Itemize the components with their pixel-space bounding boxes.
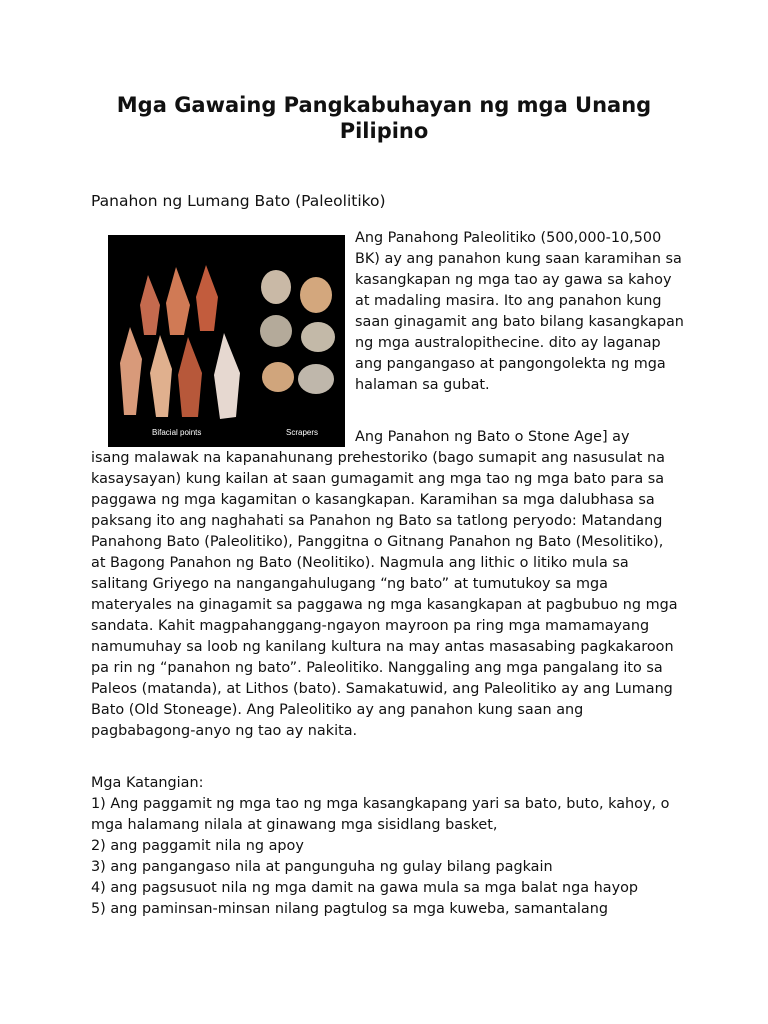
list-item: 2) ang paggamit nila ng apoy [91, 838, 304, 854]
characteristics-list [91, 794, 681, 920]
figure-label-right: Scrapers [286, 428, 319, 437]
figure-label-left: Bifacial points [152, 428, 202, 437]
list-item: 1) Ang paggamit ng mga tao ng mga kasangkapang yari sa bato, buto, kahoy, o mga halamang nilala at ginawang mga sisidlang basket, [91, 796, 670, 833]
list-item: 3) ang pangangaso nila at pangunguha ng gulay bilang pagkain [91, 859, 553, 875]
section-heading: Panahon ng Lumang Bato (Paleolitiko) [91, 192, 386, 210]
list-item: 5) ang paminsan-minsan nilang pagtulog sa mga kuweba, samantalang [91, 901, 608, 917]
paragraph-paleolitiko: Ang Panahong Paleolitiko (500,000-10,500 BK) ay ang panahon kung saan karamihan sa kasangkapan ng mga tao ay gawa sa kahoy at madaling masira. Ito ang panahon kung saan ginagamit ang bato bilang kasangkapan ng mga australopithecine. dito ay laganap ang pangangaso at pangongolekta ng mga halaman sa gubat. [355, 230, 684, 393]
scrapers-group [260, 270, 335, 394]
stone-tools-illustration [108, 235, 345, 447]
characteristics-heading: Mga Katangian: [91, 775, 204, 791]
bifacial-points-group [120, 265, 240, 419]
body-paragraph-stone-age [91, 427, 681, 742]
list-item: 4) ang pagsusuot nila ng mga damit na gawa mula sa mga balat nga hayop [91, 880, 639, 896]
characteristics-section [91, 773, 681, 920]
page-title: Mga Gawaing Pangkabuhayan ng mga Unang Pilipino [116, 93, 652, 143]
paragraph-stone-age-body: isang malawak na kapanahunang prehestoriko (bago sumapit ang nasusulat na kasaysayan) kung kailan at saan gumagamit ang mga tao ng mga bato para sa paggawa ng mga kagamitan o kasangkapan. Karamihan sa mga dalubhasa sa paksang ito ang naghahati sa Panahon ng Bato sa tatlong peryodo: Matandang Panahong Bato (Paleolitiko), Panggitna o Gitnang Panahon ng Bato (Mesolitiko), at Bagong Panahon ng Bato (Neolitiko). Nagmula ang lithic o litiko mula sa salitang Griyego na nangangahulugang “ng bato” at tumutukoy sa mga materyales na ginagamit sa paggawa ng mga kasangkapan at pagbubuo ng mga sandata. Kahit magpahanggang-ngayon mayroon pa ring mga mamamayang namumuhay sa loob ng kanilang kultura na may antas masasabing pagkakaroon pa rin ng “panahon ng bato”. Paleolitiko. Nanggaling ang mga pangalang ito sa Paleos (matanda), at Lithos (bato). Samakatuwid, ang Paleolitiko ay ang Lumang Bato (Old Stoneage). Ang Paleolitiko ay ang panahon kung saan ang pagbabagong-anyo ng tao ay nakita. [91, 450, 678, 739]
paragraph-stone-age-first-line: Ang Panahon ng Bato o Stone Age] ay [355, 429, 630, 445]
stone-tools-image [108, 235, 345, 447]
